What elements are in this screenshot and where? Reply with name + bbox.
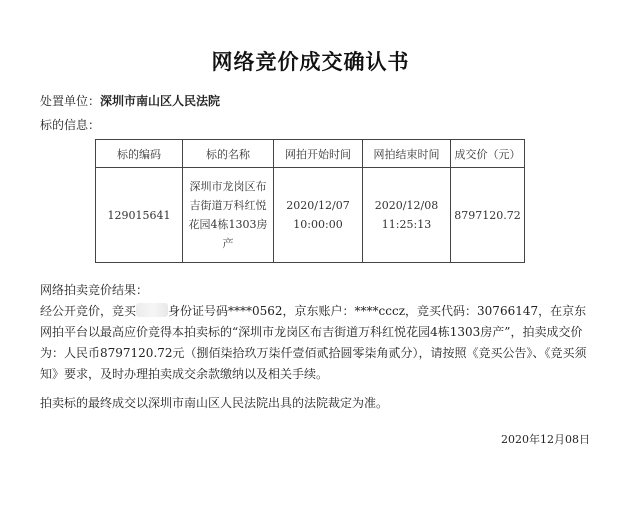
cell-start-time [274,168,363,263]
cell-name-text: 深圳市龙岗区布吉街道万科红悦花园4栋1303房产 [188,180,268,250]
auction-result-paragraph [40,301,596,385]
redacted-name-blur [136,303,168,317]
cell-end-date: 2020/12/08 [374,199,439,212]
cell-code: 129015641 [96,168,183,263]
auction-result-text-start: 经公开竞价，竞买 [40,304,137,318]
cell-end-time [363,168,451,263]
document-date: 2020年12月08日 [501,433,590,446]
item-info-label: 标的信息： [40,118,101,132]
table-row [96,168,525,263]
document-title: 网络竞价成交确认书 [211,50,410,74]
disposal-unit-value: 深圳市南山区人民法院 [100,94,221,108]
auction-result-label: 网络拍卖竞价结果： [40,283,149,297]
header-end-time: 网拍结束时间 [363,140,451,168]
header-name: 标的名称 [183,140,274,168]
header-code: 标的编码 [96,140,183,168]
disposal-unit-line [40,93,220,109]
cell-start-clock: 10:00:00 [293,218,343,231]
cell-price: 8797120.72 [451,168,525,263]
header-start-time: 网拍开始时间 [274,140,363,168]
final-note: 拍卖标的最终成交以深圳市南山区人民法院出具的法院裁定为准。 [40,396,389,410]
header-price: 成交价（元） [451,140,525,168]
table-header-row [96,140,525,168]
cell-end-clock: 11:25:13 [381,218,432,231]
cell-start-date: 2020/12/07 [286,199,350,212]
item-info-table [95,139,525,263]
disposal-unit-label: 处置单位： [40,94,101,108]
cell-name [183,168,274,263]
auction-result-text-rest: 身份证号码****0562，京东账户：****cccz，竞买代码：30766147，在京东网拍平台以最高应价竞得本拍卖标的“深圳市龙岗区布吉街道万科红悦花园4栋1303房产”，拍卖成交价为：人民币8797120.72元（捌佰柒拾玖万柒仟壹佰贰拾圆零柒角贰分），请按照《竞买公告》、《竞买须知》要求，及时办理拍卖成交余款缴纳以及相关手续。 [40,304,587,381]
